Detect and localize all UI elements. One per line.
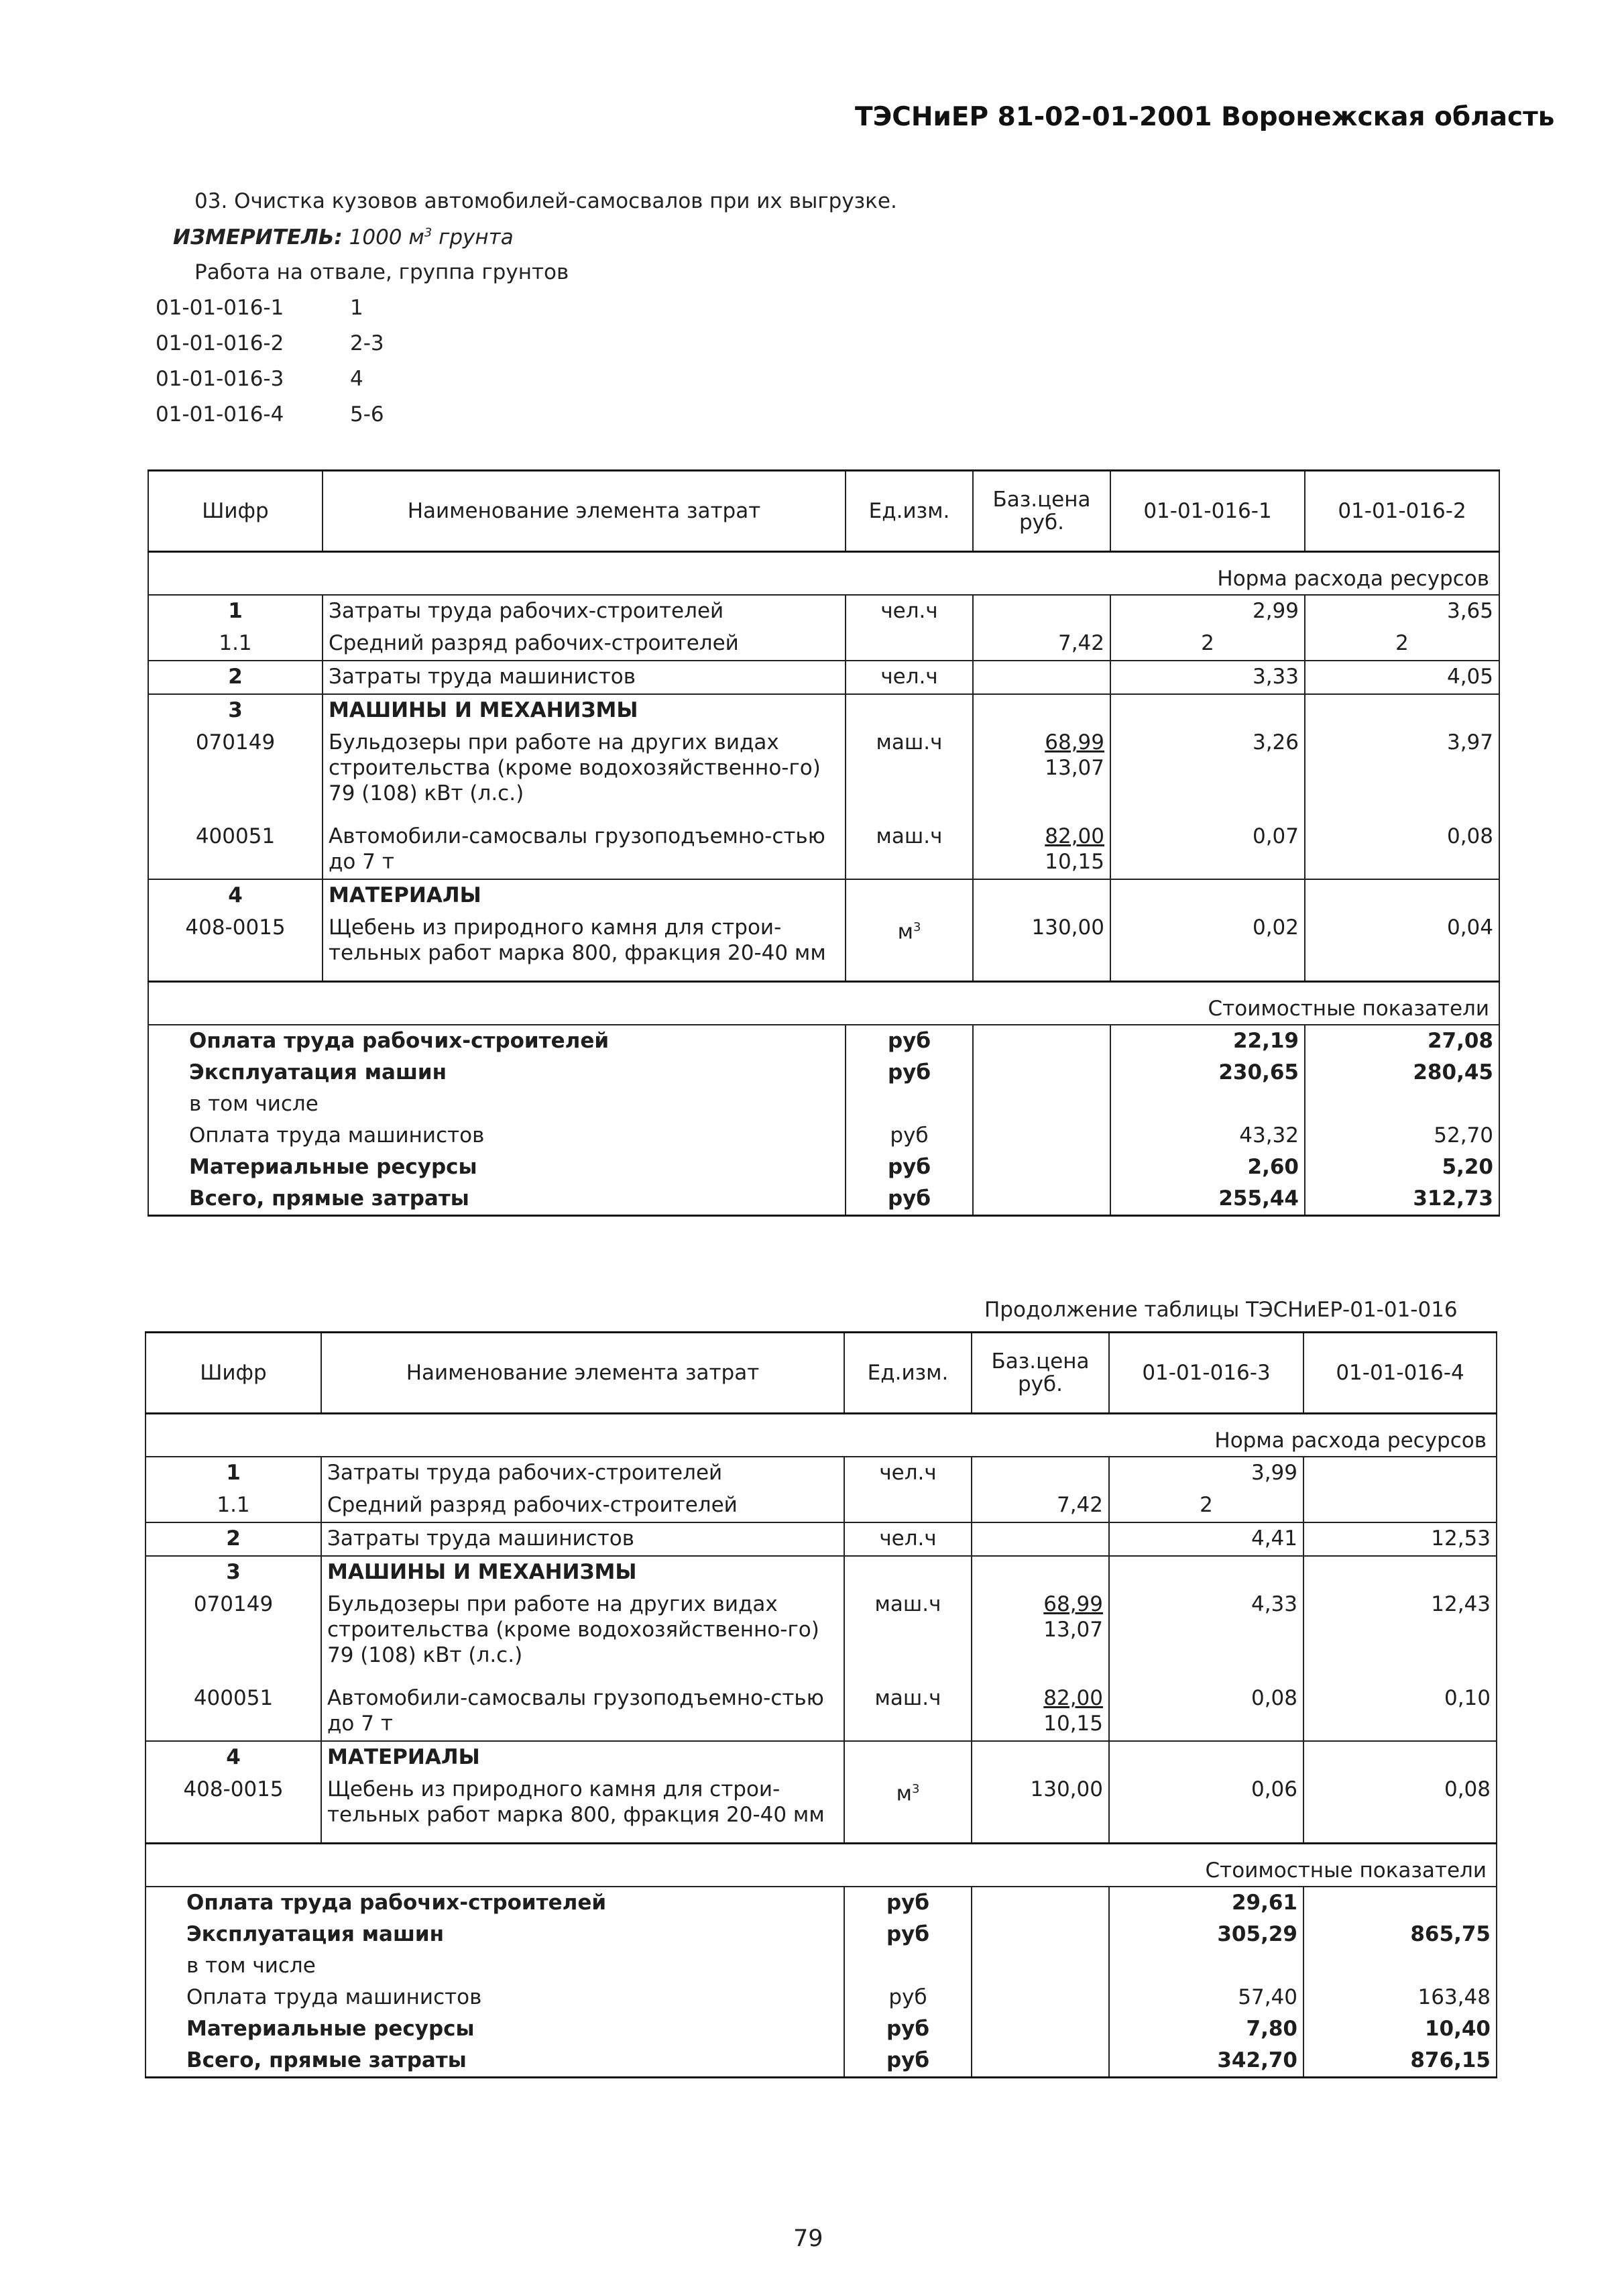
row-name: Средний разряд рабочих-строителей xyxy=(321,1490,844,1522)
unit-text: м xyxy=(897,919,913,944)
row-value-a xyxy=(1109,1556,1303,1589)
group: 2-3 xyxy=(350,331,384,355)
row-name: Бульдозеры при работе на других видах строительства (кроме водохозяйственно-го) 79 (108) кВт (л.с.) xyxy=(321,1589,844,1683)
row-value-a: 3,99 xyxy=(1109,1457,1303,1490)
col-header-a: 01-01-016-1 xyxy=(1110,471,1305,552)
section-norm-label: Норма расхода ресурсов xyxy=(146,1414,1497,1457)
row-price xyxy=(973,694,1110,727)
price-top: 7,42 xyxy=(1056,1493,1103,1517)
row-value-b xyxy=(1305,694,1499,727)
row-code: 3 xyxy=(148,694,323,727)
item-title: 03. Очистка кузовов автомобилей-самосвалов при их выгрузке. xyxy=(194,189,897,213)
cost-unit: руб xyxy=(844,1887,972,1919)
table-row xyxy=(148,595,1499,628)
row-value-a: 2 xyxy=(1109,1490,1303,1522)
cost-value-b xyxy=(1303,1950,1497,1982)
price-top: 82,00 xyxy=(1043,1686,1103,1710)
section-row xyxy=(146,1414,1497,1457)
table-row xyxy=(146,1457,1497,1490)
price-bottom: 13,07 xyxy=(1043,1618,1103,1642)
cost-value-b: 865,75 xyxy=(1303,1919,1497,1950)
table-row xyxy=(146,1556,1497,1589)
row-unit xyxy=(846,595,973,628)
row-price xyxy=(972,1457,1109,1490)
row-code: 1.1 xyxy=(148,628,323,661)
cost-price xyxy=(972,2013,1109,2045)
row-code: 400051 xyxy=(146,1683,321,1741)
table-row xyxy=(148,628,1499,661)
cost-row xyxy=(146,1887,1497,1919)
col-header-code: Шифр xyxy=(148,471,323,552)
cost-value-b: 10,40 xyxy=(1303,2013,1497,2045)
table-row xyxy=(148,912,1499,982)
code-row xyxy=(156,331,424,355)
row-value-a: 0,08 xyxy=(1109,1683,1303,1741)
cost-value-a: 230,65 xyxy=(1110,1057,1305,1088)
cost-value-a: 2,60 xyxy=(1110,1152,1305,1183)
row-name: Бульдозеры при работе на других видах строительства (кроме водохозяйственно-го) 79 (108) кВт (л.с.) xyxy=(323,727,846,821)
unit-text: м xyxy=(896,1781,912,1806)
section-cost-label: Стоимостные показатели xyxy=(146,1844,1497,1887)
cost-price xyxy=(973,1183,1110,1216)
col-header-b: 01-01-016-4 xyxy=(1303,1333,1497,1414)
cost-value-a: 342,70 xyxy=(1109,2045,1303,2078)
row-value-b: 0,08 xyxy=(1303,1774,1497,1844)
cost-value-b: 876,15 xyxy=(1303,2045,1497,2078)
table-row xyxy=(148,879,1499,912)
cost-row xyxy=(148,1088,1499,1120)
row-price xyxy=(972,1556,1109,1589)
cost-price xyxy=(973,1025,1110,1057)
col-header-a: 01-01-016-3 xyxy=(1109,1333,1303,1414)
col-header-unit: Ед.изм. xyxy=(846,471,973,552)
table-row xyxy=(148,727,1499,821)
cost-price xyxy=(973,1120,1110,1152)
row-price xyxy=(973,727,1110,821)
row-unit xyxy=(846,694,973,727)
measure-value: 1000 м xyxy=(349,225,424,249)
row-value-b xyxy=(1303,1556,1497,1589)
row-value-a xyxy=(1110,879,1305,912)
resource-table-2 xyxy=(145,1331,1497,2078)
cost-row xyxy=(148,1152,1499,1183)
price-bottom: 10,15 xyxy=(1043,1712,1103,1736)
section-row xyxy=(148,982,1499,1025)
cost-unit xyxy=(844,1950,972,1982)
cost-row xyxy=(148,1120,1499,1152)
row-value-b xyxy=(1303,1457,1497,1490)
row-unit xyxy=(844,1457,972,1490)
row-price xyxy=(973,661,1110,694)
row-name: Затраты труда машинистов xyxy=(323,661,846,694)
row-unit xyxy=(844,1556,972,1589)
price-top: 68,99 xyxy=(1045,730,1104,755)
row-price xyxy=(972,1683,1109,1741)
row-unit xyxy=(846,727,973,821)
row-value-b xyxy=(1303,1490,1497,1522)
table-row xyxy=(146,1522,1497,1556)
price-top: 130,00 xyxy=(1030,1777,1103,1801)
cost-value-a: 255,44 xyxy=(1110,1183,1305,1216)
row-value-a: 0,06 xyxy=(1109,1774,1303,1844)
code-row xyxy=(156,367,424,391)
row-value-b: 12,43 xyxy=(1303,1589,1497,1683)
group: 1 xyxy=(350,296,363,320)
resource-table-1 xyxy=(148,469,1500,1217)
code: 01-01-016-1 xyxy=(156,296,284,320)
row-value-b: 0,04 xyxy=(1305,912,1499,982)
col-header-price: Баз.цена руб. xyxy=(972,1333,1109,1414)
row-code: 1 xyxy=(146,1457,321,1490)
row-code: 2 xyxy=(146,1522,321,1556)
cost-unit: руб xyxy=(846,1057,973,1088)
cost-value-b: 5,20 xyxy=(1305,1152,1499,1183)
cost-price xyxy=(972,1887,1109,1919)
measure-tail: грунта xyxy=(432,225,514,249)
code: 01-01-016-3 xyxy=(156,367,284,391)
cost-unit: руб xyxy=(846,1183,973,1216)
cost-value-b xyxy=(1305,1088,1499,1120)
row-unit xyxy=(844,1490,972,1522)
cost-value-a: 22,19 xyxy=(1110,1025,1305,1057)
cost-row xyxy=(146,1982,1497,2013)
row-price xyxy=(972,1589,1109,1683)
row-value-b: 12,53 xyxy=(1303,1522,1497,1556)
cost-value-b: 312,73 xyxy=(1305,1183,1499,1216)
row-name: Затраты труда машинистов xyxy=(321,1522,844,1556)
row-name: Автомобили-самосвалы грузоподъемно-стью до 7 т xyxy=(323,821,846,879)
row-name: МАТЕРИАЛЫ xyxy=(321,1741,844,1774)
row-name: МАШИНЫ И МЕХАНИЗМЫ xyxy=(323,694,846,727)
row-unit xyxy=(844,1683,972,1741)
cost-row xyxy=(146,2045,1497,2078)
table-header-row xyxy=(148,471,1499,552)
cost-label: Оплата труда машинистов xyxy=(148,1120,846,1152)
row-code: 070149 xyxy=(148,727,323,821)
row-value-a: 3,33 xyxy=(1110,661,1305,694)
cost-unit: руб xyxy=(844,2013,972,2045)
cost-unit: руб xyxy=(846,1025,973,1057)
row-unit xyxy=(846,821,973,879)
row-code: 2 xyxy=(148,661,323,694)
row-unit xyxy=(846,879,973,912)
cost-unit: руб xyxy=(846,1152,973,1183)
price-top: 7,42 xyxy=(1057,631,1104,655)
section-cost-label: Стоимостные показатели xyxy=(148,982,1499,1025)
unit-sup: 3 xyxy=(913,920,921,934)
table-row xyxy=(146,1490,1497,1522)
col-header-name: Наименование элемента затрат xyxy=(321,1333,844,1414)
row-value-a: 0,07 xyxy=(1110,821,1305,879)
row-code: 400051 xyxy=(148,821,323,879)
table-header-row xyxy=(146,1333,1497,1414)
table-row xyxy=(146,1589,1497,1683)
section-norm-label: Норма расхода ресурсов xyxy=(148,552,1499,596)
col-header-price: Баз.цена руб. xyxy=(973,471,1110,552)
page-number: 79 xyxy=(793,2225,823,2252)
code: 01-01-016-4 xyxy=(156,402,284,427)
row-unit xyxy=(846,661,973,694)
cost-row xyxy=(148,1025,1499,1057)
unit-text: маш.ч xyxy=(876,824,943,848)
col-header-unit: Ед.изм. xyxy=(844,1333,972,1414)
row-price xyxy=(973,912,1110,982)
row-value-a: 0,02 xyxy=(1110,912,1305,982)
cost-unit xyxy=(846,1088,973,1120)
section-row xyxy=(146,1844,1497,1887)
row-value-a: 3,26 xyxy=(1110,727,1305,821)
price-bottom: 10,15 xyxy=(1045,850,1104,874)
cost-label: в том числе xyxy=(148,1088,846,1120)
cost-label: Оплата труда рабочих-строителей xyxy=(146,1887,844,1919)
cost-value-a xyxy=(1109,1950,1303,1982)
row-value-b xyxy=(1303,1741,1497,1774)
unit-text: маш.ч xyxy=(876,730,943,755)
table-row xyxy=(148,694,1499,727)
cost-value-a: 57,40 xyxy=(1109,1982,1303,2013)
row-code: 4 xyxy=(146,1741,321,1774)
row-value-b: 3,65 xyxy=(1305,595,1499,628)
measure-sup: 3 xyxy=(424,225,432,240)
cost-value-a: 43,32 xyxy=(1110,1120,1305,1152)
unit-text: чел.ч xyxy=(880,665,938,689)
row-price xyxy=(973,628,1110,661)
row-name: Затраты труда рабочих-строителей xyxy=(323,595,846,628)
unit-text: чел.ч xyxy=(879,1526,937,1551)
cost-row xyxy=(148,1183,1499,1216)
cost-label: Оплата труда машинистов xyxy=(146,1982,844,2013)
row-value-b: 0,08 xyxy=(1305,821,1499,879)
row-value-b: 3,97 xyxy=(1305,727,1499,821)
cost-value-b xyxy=(1303,1887,1497,1919)
cost-price xyxy=(972,2045,1109,2078)
cost-label: Всего, прямые затраты xyxy=(148,1183,846,1216)
row-price xyxy=(972,1741,1109,1774)
cost-label: Оплата труда рабочих-строителей xyxy=(148,1025,846,1057)
continuation-caption: Продолжение таблицы ТЭСНиЕР-01-01-016 xyxy=(984,1298,1458,1322)
cost-price xyxy=(973,1088,1110,1120)
cost-value-a xyxy=(1110,1088,1305,1120)
col-header-b: 01-01-016-2 xyxy=(1305,471,1499,552)
unit-text: маш.ч xyxy=(874,1592,941,1616)
row-value-a: 4,33 xyxy=(1109,1589,1303,1683)
cost-unit: руб xyxy=(846,1120,973,1152)
row-code: 070149 xyxy=(146,1589,321,1683)
row-code: 408-0015 xyxy=(146,1774,321,1844)
cost-value-b: 163,48 xyxy=(1303,1982,1497,2013)
cost-price xyxy=(973,1152,1110,1183)
table-row xyxy=(146,1774,1497,1844)
group: 4 xyxy=(350,367,363,391)
cost-label: Всего, прямые затраты xyxy=(146,2045,844,2078)
code: 01-01-016-2 xyxy=(156,331,284,355)
row-unit xyxy=(846,912,973,982)
price-bottom: 13,07 xyxy=(1045,756,1104,780)
cost-value-b: 27,08 xyxy=(1305,1025,1499,1057)
measure-line xyxy=(173,225,514,249)
row-name: Щебень из природного камня для строи-тельных работ марка 800, фракция 20-40 мм xyxy=(321,1774,844,1844)
row-code: 408-0015 xyxy=(148,912,323,982)
row-value-b: 0,10 xyxy=(1303,1683,1497,1741)
price-top: 68,99 xyxy=(1043,1592,1103,1616)
code-row xyxy=(156,402,424,427)
section-row xyxy=(148,552,1499,596)
table-row xyxy=(148,661,1499,694)
row-name: Автомобили-самосвалы грузоподъемно-стью до 7 т xyxy=(321,1683,844,1741)
cost-value-a: 29,61 xyxy=(1109,1887,1303,1919)
unit-text: маш.ч xyxy=(874,1686,941,1710)
cost-unit: руб xyxy=(844,1982,972,2013)
cost-value-a: 7,80 xyxy=(1109,2013,1303,2045)
cost-value-b: 280,45 xyxy=(1305,1057,1499,1088)
row-value-a: 2 xyxy=(1110,628,1305,661)
unit-text: чел.ч xyxy=(880,599,938,623)
row-name: Затраты труда рабочих-строителей xyxy=(321,1457,844,1490)
row-price xyxy=(973,595,1110,628)
row-code: 1.1 xyxy=(146,1490,321,1522)
work-description: Работа на отвале, группа грунтов xyxy=(194,260,569,284)
row-value-a: 4,41 xyxy=(1109,1522,1303,1556)
row-value-a: 2,99 xyxy=(1110,595,1305,628)
cost-label: Материальные ресурсы xyxy=(146,2013,844,2045)
unit-text: чел.ч xyxy=(879,1461,937,1485)
col-header-code: Шифр xyxy=(146,1333,321,1414)
cost-price xyxy=(973,1057,1110,1088)
measure-label: ИЗМЕРИТЕЛЬ: xyxy=(173,225,343,249)
row-price xyxy=(972,1774,1109,1844)
cost-unit: руб xyxy=(844,1919,972,1950)
row-value-b: 4,05 xyxy=(1305,661,1499,694)
group: 5-6 xyxy=(350,402,384,427)
cost-label: Эксплуатация машин xyxy=(148,1057,846,1088)
table-row xyxy=(146,1741,1497,1774)
row-unit xyxy=(844,1774,972,1844)
unit-sup: 3 xyxy=(911,1782,920,1796)
table-row xyxy=(146,1683,1497,1741)
document-header: ТЭСНиЕР 81-02-01-2001 Воронежская область xyxy=(855,102,1555,132)
row-value-b xyxy=(1305,879,1499,912)
row-code: 4 xyxy=(148,879,323,912)
row-price xyxy=(973,879,1110,912)
cost-row xyxy=(146,2013,1497,2045)
row-price xyxy=(972,1490,1109,1522)
cost-price xyxy=(972,1950,1109,1982)
row-unit xyxy=(844,1522,972,1556)
row-name: МАТЕРИАЛЫ xyxy=(323,879,846,912)
cost-label: в том числе xyxy=(146,1950,844,1982)
cost-unit: руб xyxy=(844,2045,972,2078)
row-unit xyxy=(844,1741,972,1774)
row-value-b: 2 xyxy=(1305,628,1499,661)
cost-row xyxy=(148,1057,1499,1088)
row-value-a xyxy=(1109,1741,1303,1774)
row-price xyxy=(972,1522,1109,1556)
cost-value-a: 305,29 xyxy=(1109,1919,1303,1950)
cost-price xyxy=(972,1982,1109,2013)
row-name: МАШИНЫ И МЕХАНИЗМЫ xyxy=(321,1556,844,1589)
row-unit xyxy=(846,628,973,661)
row-value-a xyxy=(1110,694,1305,727)
price-top: 130,00 xyxy=(1031,915,1104,940)
cost-price xyxy=(972,1919,1109,1950)
cost-label: Материальные ресурсы xyxy=(148,1152,846,1183)
cost-row xyxy=(146,1950,1497,1982)
cost-row xyxy=(146,1919,1497,1950)
cost-label: Эксплуатация машин xyxy=(146,1919,844,1950)
row-name: Средний разряд рабочих-строителей xyxy=(323,628,846,661)
row-unit xyxy=(844,1589,972,1683)
price-top: 82,00 xyxy=(1045,824,1104,848)
col-header-name: Наименование элемента затрат xyxy=(323,471,846,552)
row-code: 1 xyxy=(148,595,323,628)
code-row xyxy=(156,296,424,320)
cost-value-b: 52,70 xyxy=(1305,1120,1499,1152)
row-price xyxy=(973,821,1110,879)
table-row xyxy=(148,821,1499,879)
row-name: Щебень из природного камня для строи-тельных работ марка 800, фракция 20-40 мм xyxy=(323,912,846,982)
row-code: 3 xyxy=(146,1556,321,1589)
